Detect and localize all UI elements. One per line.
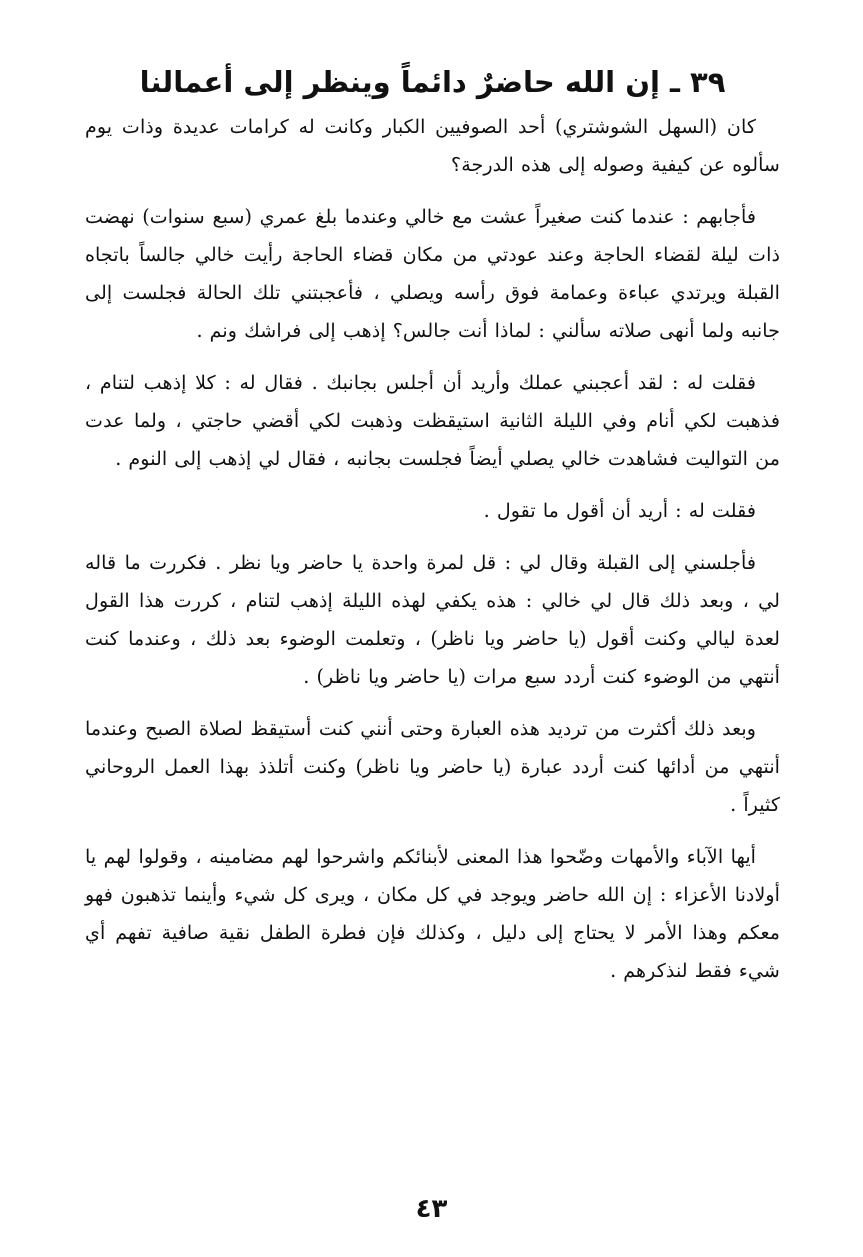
page-title: ٣٩ ـ إن الله حاضرٌ دائماً وينظر إلى أعمالنا <box>139 65 726 99</box>
page-number: ٤٣ <box>415 1194 448 1224</box>
page-body <box>85 62 780 1004</box>
paragraph-answer: فأجابهم : عندما كنت صغيراً عشت مع خالي وعندما بلغ عمري (سبع سنوات) نهضت ذات ليلة لقضاء الحاجة وعند عودتي من مكان قضاء الحاجة رأيت خالي جالساً باتجاه القبلة ويرتدي عباءة وعمامة فوق رأسه ويصلي ، فأعجبتني تلك الحالة فجلست إلى جانبه ولما أنهى صلاته سألني : لماذا أنت جالس؟ إذهب إلى فراشك ونم . <box>85 205 780 342</box>
paragraph-habit: وبعد ذلك أكثرت من ترديد هذه العبارة وحتى أنني كنت أستيقظ لصلاة الصبح وعندما أنتهي من أدائها كنت أردد عبارة (يا حاضر ويا ناظر) وكنت أتلذذ بهذا العمل الروحاني كثيراً . <box>85 717 780 816</box>
paragraph-second-night: فقلت له : لقد أعجبني عملك وأريد أن أجلس بجانبك . فقال له : كلا إذهب لتنام ، فذهبت لكي أنام وفي الليلة الثانية استيقظت وذهبت لكي أقضي حاجتي ، ولما عدت من التواليت فشاهدت خالي يصلي أيضاً فجلست بجانبه ، فقال لي إذهب إلى النوم . <box>85 371 780 470</box>
paragraph-teaching: فأجلسني إلى القبلة وقال لي : قل لمرة واحدة يا حاضر ويا نظر . فكررت ما قاله لي ، وبعد ذلك قال لي خالي : هذه يكفي لهذه الليلة إذهب لتنام ، كررت هذا القول لعدة ليالي وكنت أقول (يا حاضر ويا ناظر) ، وتعلمت الوضوء بعد ذلك ، وعندما كنت أنتهي من الوضوء كنت أردد سبع مرات (يا حاضر ويا ناظر) . <box>85 551 780 688</box>
paragraph-advice: أيها الآباء والأمهات وضّحوا هذا المعنى لأبنائكم واشرحوا لهم مضامينه ، وقولوا لهم يا أولادنا الأعزاء : إن الله حاضر ويوجد في كل مكان ، ويرى كل شيء وأينما تذهبون فهو معكم وهذا الأمر لا يحتاج إلى دليل ، وكذلك فإن فطرة الطفل نقية صافية تفهم أي شيء فقط لنذكرهم . <box>85 845 780 982</box>
paragraph-request: فقلت له : أريد أن أقول ما تقول . <box>483 499 756 522</box>
paragraph-intro: كان (السهل الشوشتري) أحد الصوفيين الكبار وكانت له كرامات عديدة وذات يوم سألوه عن كيفية وصوله إلى هذه الدرجة؟ <box>85 115 780 176</box>
